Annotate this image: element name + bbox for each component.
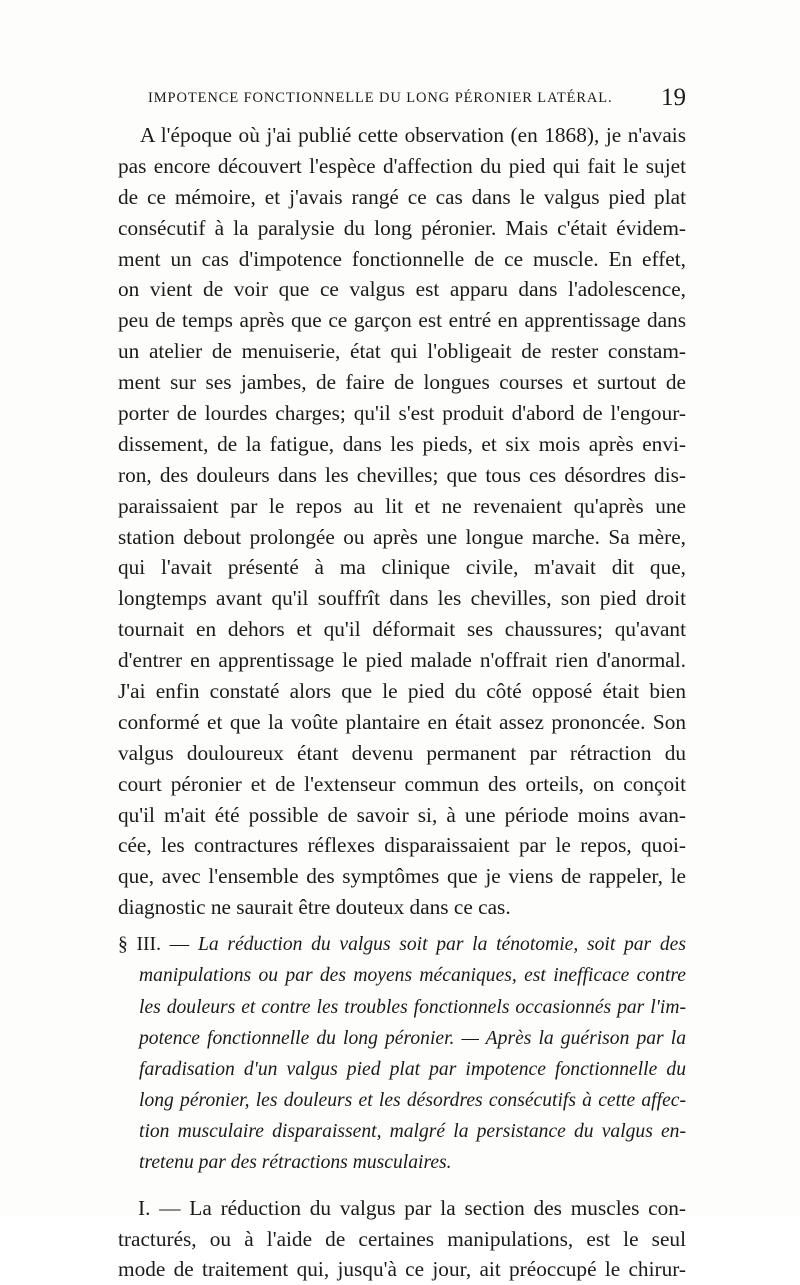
text-line: court péronier et de l'extenseur commun des orteils, on conçoit bbox=[118, 771, 686, 796]
text-line: porter de lourdes charges; qu'il s'est produit d'abord de l'engour- bbox=[118, 401, 686, 426]
text-line: un atelier de menuiserie, état qui l'obligeait de rester constam- bbox=[118, 339, 686, 364]
text-line: diagnostic ne saurait être douteux dans ce cas. bbox=[118, 895, 511, 920]
section-heading-line: long péronier, les douleurs et les désordres consécutifs à cette affec- bbox=[139, 1090, 686, 1112]
text-line: tracturés, ou à l'aide de certaines manipulations, est le seul bbox=[118, 1226, 686, 1251]
section-heading-line: les douleurs et contre les troubles fonctionnels occasionnés par l'im- bbox=[139, 996, 686, 1018]
text-line: qu'il m'ait été possible de savoir si, à une période moins avan- bbox=[118, 802, 686, 827]
section-heading-block bbox=[118, 929, 686, 1179]
section-heading-line: potence fonctionnelle du long péronier. — Après la guérison par la bbox=[139, 1027, 686, 1049]
page-number: 19 bbox=[661, 84, 686, 111]
text-line: ment sur ses jambes, de faire de longues courses et surtout de bbox=[118, 370, 686, 395]
text-line: cée, les contractures réflexes disparaissaient par le repos, quoi- bbox=[118, 833, 686, 858]
text-line: qui l'avait présenté à ma clinique civile, m'avait dit que, bbox=[118, 555, 686, 580]
text-line: valgus douloureux étant devenu permanent par rétraction du bbox=[118, 740, 686, 765]
section-heading-line: faradisation d'un valgus pied plat par impotence fonctionnelle du bbox=[139, 1058, 686, 1080]
text-line: ron, des douleurs dans les chevilles; que tous ces désordres dis- bbox=[118, 462, 686, 487]
text-line: on vient de voir que ce valgus est apparu dans l'adolescence, bbox=[118, 277, 686, 302]
text-line: peu de temps après que ce garçon est entré en apprentissage dans bbox=[118, 308, 686, 333]
text-line: ment un cas d'impotence fonctionnelle de ce muscle. En effet, bbox=[118, 246, 686, 271]
text-line: consécutif à la paralysie du long péronier. Mais c'était évidem- bbox=[118, 215, 686, 240]
text-line: dissement, de la fatigue, dans les pieds, et six mois après envi- bbox=[118, 431, 686, 456]
section-heading-line bbox=[118, 929, 686, 960]
text-line: A l'époque où j'ai publié cette observation (en 1868), je n'avais bbox=[140, 123, 686, 147]
text-line: pas encore découvert l'espèce d'affection du pied qui fait le sujet bbox=[118, 153, 686, 178]
text-line: conformé et que la voûte plantaire en était assez prononcée. Son bbox=[118, 709, 686, 734]
paragraph-observation bbox=[118, 120, 686, 923]
text-line: I. — La réduction du valgus par la section des muscles con- bbox=[138, 1195, 686, 1220]
paragraph-numbered bbox=[118, 1193, 686, 1285]
text-line: J'ai enfin constaté alors que le pied du côté opposé était bien bbox=[118, 679, 686, 704]
section-heading-line: manipulations ou par des moyens mécaniques, est inefficace contre bbox=[139, 965, 686, 987]
text-line: paraissaient par le repos au lit et ne revenaient qu'après une bbox=[118, 493, 686, 518]
section-heading-line: tion musculaire disparaissent, malgré la persistance du valgus en- bbox=[139, 1121, 686, 1143]
text-line: d'entrer en apprentissage le pied malade n'offrait rien d'anormal. bbox=[118, 648, 686, 673]
text-line: de ce mémoire, et j'avais rangé ce cas dans le valgus pied plat bbox=[118, 184, 686, 209]
text-line: mode de traitement qui, jusqu'à ce jour, ait préoccupé le chirur- bbox=[118, 1257, 686, 1282]
text-line: tournait en dehors et qu'il déformait ses chaussures; qu'avant bbox=[118, 617, 686, 642]
section-heading-line: tretenu par des rétractions musculaires. bbox=[139, 1152, 452, 1174]
section-marker: § III. — bbox=[118, 934, 190, 956]
text-line: longtemps avant qu'il souffrît dans les chevilles, son pied droit bbox=[118, 586, 686, 611]
section-heading-text: La réduction du valgus soit par la ténotomie, soit par des bbox=[197, 934, 686, 956]
text-line: station debout prolongée ou après une longue marche. Sa mère, bbox=[118, 524, 686, 549]
body-text bbox=[118, 120, 686, 1285]
running-head bbox=[118, 86, 686, 114]
running-head-title: IMPOTENCE FONCTIONNELLE DU LONG PÉRONIER LATÉRAL. bbox=[148, 90, 613, 106]
text-line: que, avec l'ensemble des symptômes que je viens de rappeler, le bbox=[118, 864, 686, 889]
